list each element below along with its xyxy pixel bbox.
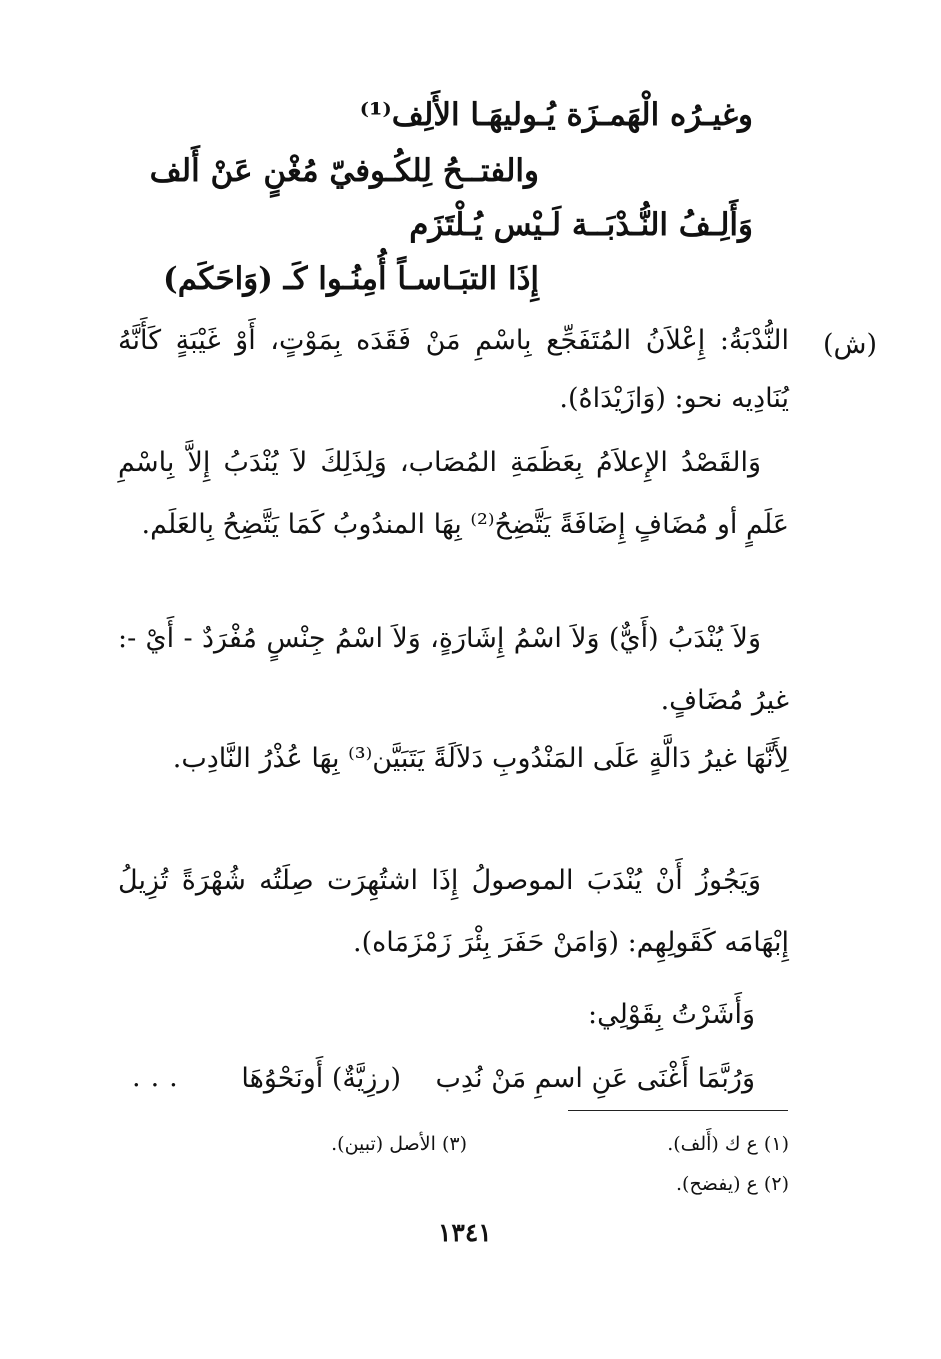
verse-line-3: وَأَلِـفُ النُّـدْبَــة لَـيْس يُـلْتَزَم: [409, 207, 753, 243]
verse-line-2: والفتــحُ لِلكُـوفيّ مُغْنٍ عَنْ أَلف: [149, 153, 539, 189]
intro-line: وَأَشَرْتُ بِقَوْلِي:: [587, 999, 755, 1030]
verse-line-4: إِذَا التبَـاسـاً أُمِنُـوا كَـ (وَاحَكَم): [163, 261, 539, 297]
commentary-marker: (ش): [822, 329, 877, 360]
paragraph-purpose: وَالقَصْدُ الإِعلاَمُ بِعَظَمَةِ المُصَاب، وَلِذَلِكَ لاَ يُنْدَبُ إِلاَّ بِاسْمِ عَلَمٍ أو مُضَافٍ إِضَافَةً يَتَّضِحُ⁽²⁾ بِهَا المندُوبُ كَمَا يَتَّضِحُ بِالعَلَم.: [118, 447, 789, 540]
page-number: ١٣٤١: [438, 1218, 492, 1247]
final-verse-right: وَرُبَّمَا أَغْنَى عَنِ اسمِ مَنْ نُدِب: [435, 1063, 755, 1094]
footnote-separator: [568, 1110, 788, 1111]
paragraph-reason: لِأَنَّهَا غيرُ دَالَّةٍ عَلَى المَنْدُوبِ دَلاَلَةً يَتَبَيَّن⁽³⁾ بِهَا عُذْرُ النَّادِب.: [172, 743, 789, 774]
paragraph-nudba-definition: النُّدْبَةُ: إِعْلاَنُ المُتَفَجِّع بِاسْمِ مَنْ فَقَدَه بِمَوْتٍ، أَوْ غَيْبَةٍ كَأَنَّهُ يُنَادِيه نحو: (وَازَيْدَاهُ).: [118, 325, 789, 414]
footnote-3: (٣) الأصل (تبين).: [331, 1133, 467, 1155]
footnote-1: (١) ع ك (أَلف).: [667, 1133, 789, 1155]
paragraph-mawsul: وَيَجُوزُ أَنْ يُنْدَبَ الموصولُ إِذَا اشتُهِرَت صِلَتُه شُهْرَةً تُزِيلُ إِبْهَامَه كَقَولِهِم: (وَامَنْ حَفَرَ بِئْرَ زَمْزَمَاه).: [118, 865, 789, 958]
footnote-2: (٢) ع (يفضح).: [676, 1173, 789, 1195]
verse-line-1: وغيـرُه الْهَمـزَة يُـوليهَـا الأَلِف⁽¹⁾: [359, 97, 753, 133]
paragraph-not-nudba: وَلاَ يُنْدَبُ (أَيٌّ) وَلاَ اسْمُ إِشَارَةٍ، وَلاَ اسْمُ جِنْسٍ مُفْرَدٌ - أَيْ -: غيرُ مُضَافٍ.: [118, 623, 789, 716]
final-verse-left: (رزِيَّةٌ) أَونَحْوُهَا: [241, 1063, 401, 1094]
ellipsis: ...: [132, 1062, 188, 1093]
